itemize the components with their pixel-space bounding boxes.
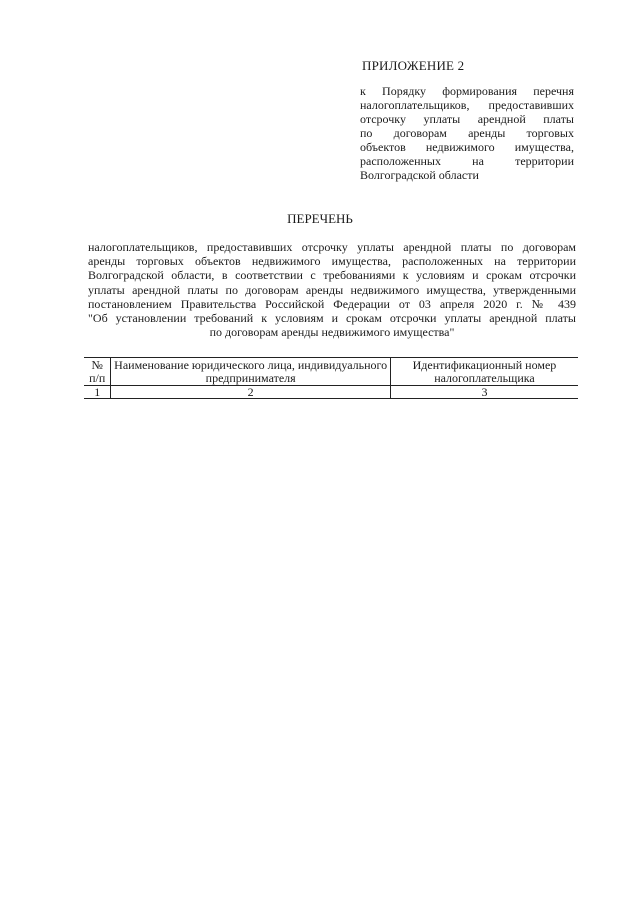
column-header-number: № п/п [84,358,111,386]
appendix-caption-line: расположенных на территории [360,154,574,168]
intro-line: "Об установлении требований к условиям и срокам отсрочки уплаты арендной платы [88,311,576,326]
document-intro [88,240,576,339]
appendix-caption-line: Волгоградской области [360,168,479,182]
intro-line: постановлением Правительства Российской Федерации от 03 апреля 2020 г. № 439 [88,296,576,311]
intro-line: по договорам аренды недвижимого имущества" [209,325,455,340]
appendix-caption-line: к Порядку формирования перечня [360,84,574,98]
intro-line: налогоплательщиков, предоставивших отсрочку уплаты арендной платы по договорам [88,240,576,254]
intro-line: аренды торговых объектов недвижимого имущества, расположенных на территории [88,254,576,269]
intro-line: уплаты арендной платы по договорам аренды недвижимого имущества, утвержденными [88,282,576,297]
column-header-inn: Идентификационный номер налогоплательщика [390,358,578,386]
appendix-caption-line: налогоплательщиков, предоставивших [360,98,574,112]
appendix-caption-line: по договорам аренды торговых [360,126,574,140]
table-row [84,386,578,399]
intro-line: Волгоградской области, в соответствии с требованиями к условиям и срокам отсрочки [88,268,576,283]
appendix-caption [360,84,574,182]
taxpayer-table [84,357,578,399]
table-cell: 1 [84,386,111,399]
appendix-title: ПРИЛОЖЕНИЕ 2 [362,58,465,73]
appendix-caption-line: отсрочку уплаты арендной платы [360,112,574,126]
table-header-row [84,358,578,386]
column-header-name: Наименование юридического лица, индивидуального предпринимателя [111,358,391,386]
table-cell: 3 [390,386,578,399]
document-heading: ПЕРЕЧЕНЬ [287,211,353,226]
appendix-caption-line: объектов недвижимого имущества, [360,140,574,154]
table-cell: 2 [111,386,391,399]
